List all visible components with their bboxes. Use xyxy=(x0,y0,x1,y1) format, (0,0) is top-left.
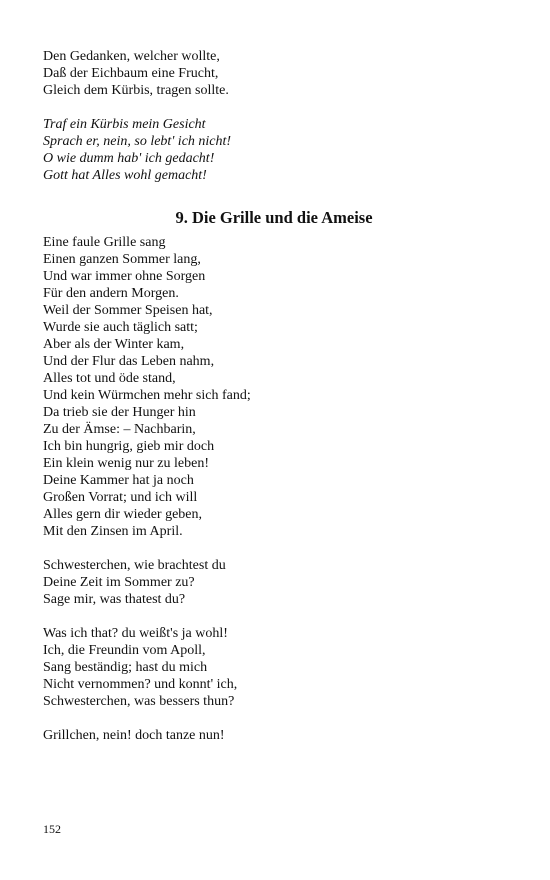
stanza-gap xyxy=(43,99,513,116)
verse-line: Und kein Würmchen mehr sich fand; xyxy=(43,388,251,403)
verse-line: Aber als der Winter kam, xyxy=(43,337,185,352)
verse-line: Sprach er, nein, so lebt' ich nicht! xyxy=(43,134,232,149)
verse-line: Und war immer ohne Sorgen xyxy=(43,269,206,284)
verse-line: Da trieb sie der Hunger hin xyxy=(43,405,196,420)
verse-line: Schwesterchen, wie brachtest du xyxy=(43,558,226,573)
verse-line: Gleich dem Kürbis, tragen sollte. xyxy=(43,83,229,98)
verse-line: Wurde sie auch täglich satt; xyxy=(43,320,198,335)
verse-line: Ein klein wenig nur zu leben! xyxy=(43,456,210,471)
stanza-previous-poem-moral xyxy=(43,116,513,184)
verse-line: Eine faule Grille sang xyxy=(43,235,166,250)
verse-line: Den Gedanken, welcher wollte, xyxy=(43,49,220,64)
verse-line: Sage mir, was thatest du? xyxy=(43,592,186,607)
page-number: 152 xyxy=(43,822,61,836)
verse-line: Gott hat Alles wohl gemacht! xyxy=(43,168,207,183)
verse-line: Was ich that? du weißt's ja wohl! xyxy=(43,626,228,641)
verse-line: Schwesterchen, was bessers thun? xyxy=(43,694,235,709)
verse-line: Alles gern dir wieder geben, xyxy=(43,507,202,522)
verse-line: Großen Vorrat; und ich will xyxy=(43,490,198,505)
verse-line: Deine Kammer hat ja noch xyxy=(43,473,194,488)
verse-line: O wie dumm hab' ich gedacht! xyxy=(43,151,215,166)
verse-line: Ich, die Freundin vom Apoll, xyxy=(43,643,206,658)
verse-line: Weil der Sommer Speisen hat, xyxy=(43,303,213,318)
verse-line: Nicht vernommen? und konnt' ich, xyxy=(43,677,238,692)
verse-line: Zu der Ämse: – Nachbarin, xyxy=(43,422,196,437)
stanza-previous-poem-1 xyxy=(43,48,513,99)
verse-line: Grillchen, nein! doch tanze nun! xyxy=(43,728,225,743)
verse-line: Sang beständig; hast du mich xyxy=(43,660,208,675)
verse-line: Einen ganzen Sommer lang, xyxy=(43,252,201,267)
stanza-gap xyxy=(43,710,513,727)
verse-line: Und der Flur das Leben nahm, xyxy=(43,354,215,369)
verse-line: Ich bin hungrig, gieb mir doch xyxy=(43,439,215,454)
verse-line: Daß der Eichbaum eine Frucht, xyxy=(43,66,219,81)
verse-line: Traf ein Kürbis mein Gesicht xyxy=(43,117,206,132)
verse-line: Für den andern Morgen. xyxy=(43,286,179,301)
stanza-4 xyxy=(43,727,513,744)
stanza-1 xyxy=(43,234,513,540)
verse-line: Alles tot und öde stand, xyxy=(43,371,176,386)
stanza-2 xyxy=(43,557,513,608)
stanza-gap xyxy=(43,540,513,557)
page-content xyxy=(43,48,513,744)
poem-title: 9. Die Grille und die Ameise xyxy=(175,208,373,227)
verse-line: Mit den Zinsen im April. xyxy=(43,524,183,539)
verse-line: Deine Zeit im Sommer zu? xyxy=(43,575,195,590)
stanza-gap xyxy=(43,608,513,625)
stanza-3 xyxy=(43,625,513,710)
